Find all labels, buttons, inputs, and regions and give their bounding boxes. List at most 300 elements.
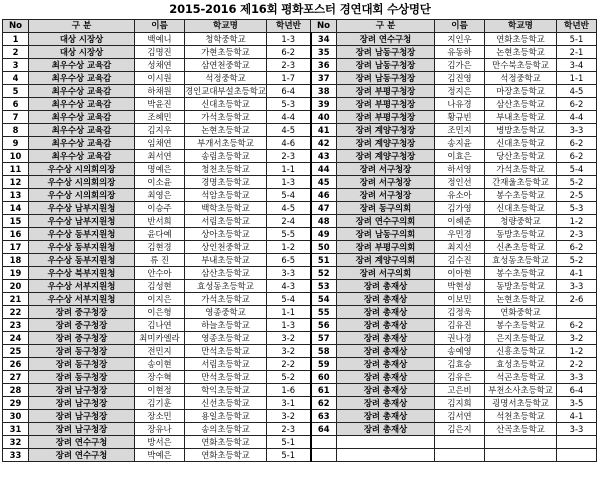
cell-school: 산곡초등학교 <box>485 423 557 436</box>
cell-grade: 1-6 <box>267 384 311 397</box>
cell-no: 47 <box>311 202 337 215</box>
cell-name: 임채연 <box>135 137 185 150</box>
cell-grade: 1-1 <box>267 163 311 176</box>
cell-name: 김현경 <box>135 241 185 254</box>
cell-no: 48 <box>311 215 337 228</box>
cell-grade: 1-3 <box>267 33 311 46</box>
cell-division: 장려 동구의회 <box>337 202 435 215</box>
cell-division: 장려 총재상 <box>337 371 435 384</box>
cell-grade: 4-4 <box>267 111 311 124</box>
cell-grade: 3-2 <box>267 332 311 345</box>
cell-division: 우수상 동부지원청 <box>29 228 135 241</box>
cell-division: 최우수상 교육감 <box>29 150 135 163</box>
cell-division: 장려 중구청장 <box>29 306 135 319</box>
cell-grade: 3-4 <box>557 59 597 72</box>
cell-grade: 6-2 <box>267 46 311 59</box>
cell-grade: 4-5 <box>557 85 597 98</box>
cell-name: 하서영 <box>435 163 485 176</box>
cell-grade: 2-2 <box>557 358 597 371</box>
cell-grade: 1-3 <box>267 176 311 189</box>
cell-division: 장려 서구청장 <box>337 163 435 176</box>
cell-no: 59 <box>311 358 337 371</box>
cell-school: 청학중학교 <box>185 33 267 46</box>
header-no: No <box>3 20 29 33</box>
cell-no: 29 <box>3 397 29 410</box>
cell-grade: 5-5 <box>267 228 311 241</box>
cell-name: 송예영 <box>435 345 485 358</box>
cell-school: 삼산초등학교 <box>485 98 557 111</box>
cell-division: 장려 총재상 <box>337 423 435 436</box>
cell-division: 최우수상 교육감 <box>29 72 135 85</box>
cell-grade: 2-2 <box>267 358 311 371</box>
cell-grade: 2-3 <box>267 150 311 163</box>
header-division: 구 분 <box>337 20 435 33</box>
cell-division: 장려 중구청장 <box>29 319 135 332</box>
cell-school: 상인천중학교 <box>185 241 267 254</box>
cell-school: 부내초등학교 <box>185 254 267 267</box>
cell-school: 영종초등학교 <box>185 332 267 345</box>
cell-division: 장려 동구청장 <box>29 345 135 358</box>
cell-division: 장려 서구청장 <box>337 189 435 202</box>
cell-school: 논현초등학교 <box>485 46 557 59</box>
cell-division: 최우수상 교육감 <box>29 98 135 111</box>
cell-name: 백예니 <box>135 33 185 46</box>
cell-no: 37 <box>311 72 337 85</box>
cell-name: 송이현 <box>135 358 185 371</box>
cell-school: 부내초등학교 <box>485 111 557 124</box>
cell-name: 조민지 <box>435 124 485 137</box>
cell-no: 14 <box>3 202 29 215</box>
cell-division: 장려 연수구청 <box>29 436 135 449</box>
cell-no: 58 <box>311 345 337 358</box>
cell-school: 동방초등학교 <box>485 228 557 241</box>
cell-school: 봉수초등학교 <box>485 267 557 280</box>
cell-grade: 4-1 <box>557 267 597 280</box>
cell-grade: 4-5 <box>267 202 311 215</box>
header-division: 구 분 <box>29 20 135 33</box>
cell-division: 장려 연수구청 <box>29 449 135 462</box>
cell-grade: 3-3 <box>557 124 597 137</box>
cell-division: 우수상 동부지원청 <box>29 254 135 267</box>
cell-no: 35 <box>311 46 337 59</box>
cell-name: 권나경 <box>435 332 485 345</box>
table-row <box>3 163 597 176</box>
cell-name: 김수진 <box>435 254 485 267</box>
cell-grade: 6-5 <box>267 254 311 267</box>
cell-division: 우수상 남부지원청 <box>29 202 135 215</box>
cell-no: 13 <box>3 189 29 202</box>
cell-school: 만석초등학교 <box>185 345 267 358</box>
cell-division: 장려 총재상 <box>337 397 435 410</box>
cell-school: 하늘초등학교 <box>185 319 267 332</box>
cell-grade: 2-6 <box>557 293 597 306</box>
cell-school: 신대초등학교 <box>185 98 267 111</box>
cell-grade: 5-1 <box>267 436 311 449</box>
table-row <box>3 293 597 306</box>
cell-school: 만수북초등학교 <box>485 59 557 72</box>
cell-name: 지인우 <box>435 33 485 46</box>
table-row <box>3 397 597 410</box>
cell-name: 이보민 <box>435 293 485 306</box>
cell-grade: 3-3 <box>267 267 311 280</box>
cell-division: 장려 남동구의회 <box>337 228 435 241</box>
table-body <box>3 33 597 462</box>
cell-name: 전민지 <box>135 345 185 358</box>
cell-division: 장려 남구청장 <box>29 384 135 397</box>
cell-division: 장려 총재상 <box>337 410 435 423</box>
cell-name: 이아현 <box>435 267 485 280</box>
cell-grade: 2-3 <box>267 59 311 72</box>
cell-grade: 4-6 <box>267 137 311 150</box>
cell-school: 석정중학교 <box>485 72 557 85</box>
cell-school: 서림초등학교 <box>185 358 267 371</box>
table-row <box>3 384 597 397</box>
cell-name: 윤다예 <box>135 228 185 241</box>
cell-name: 우민경 <box>435 228 485 241</box>
cell-grade: 5-4 <box>267 293 311 306</box>
cell-grade: 3-2 <box>267 345 311 358</box>
cell-no: 39 <box>311 98 337 111</box>
cell-name <box>435 449 485 462</box>
cell-school: 신흥초등학교 <box>485 345 557 358</box>
cell-school: 논현초등학교 <box>185 124 267 137</box>
cell-grade: 5-2 <box>557 254 597 267</box>
cell-no: 34 <box>311 33 337 46</box>
cell-division: 장려 남동구청장 <box>337 59 435 72</box>
cell-school: 연화초등학교 <box>185 436 267 449</box>
cell-grade: 1-1 <box>267 306 311 319</box>
cell-name: 김유진 <box>435 319 485 332</box>
cell-school: 석암초등학교 <box>185 189 267 202</box>
cell-no: 54 <box>311 293 337 306</box>
table-row <box>3 436 597 449</box>
cell-school <box>485 449 557 462</box>
table-row <box>3 176 597 189</box>
cell-division: 장려 총재상 <box>337 293 435 306</box>
cell-no: 15 <box>3 215 29 228</box>
cell-name <box>435 436 485 449</box>
cell-school: 연화초등학교 <box>485 33 557 46</box>
cell-division: 장려 총재상 <box>337 306 435 319</box>
cell-name: 고은비 <box>435 384 485 397</box>
cell-no: 51 <box>311 254 337 267</box>
cell-school: 상아초등학교 <box>185 228 267 241</box>
cell-school: 신촌초등학교 <box>485 241 557 254</box>
cell-school: 만석초등학교 <box>185 371 267 384</box>
cell-grade: 6-2 <box>557 137 597 150</box>
cell-name: 장수혁 <box>135 371 185 384</box>
cell-school: 송의초등학교 <box>185 423 267 436</box>
cell-no: 17 <box>3 241 29 254</box>
cell-name: 최영은 <box>135 189 185 202</box>
cell-no: 18 <box>3 254 29 267</box>
cell-division: 우수상 북부지원청 <box>29 267 135 280</box>
cell-school: 부천소사초등학교 <box>485 384 557 397</box>
cell-name: 이효은 <box>435 150 485 163</box>
cell-name: 장유나 <box>135 423 185 436</box>
cell-no: 26 <box>3 358 29 371</box>
cell-name: 박현성 <box>435 280 485 293</box>
cell-division <box>337 449 435 462</box>
cell-school: 가석초등학교 <box>485 163 557 176</box>
cell-name: 최서연 <box>135 150 185 163</box>
cell-school: 연화중학교 <box>485 306 557 319</box>
cell-no: 61 <box>311 384 337 397</box>
cell-school: 효성초등학교 <box>485 358 557 371</box>
table-row <box>3 137 597 150</box>
cell-division: 대상 시장상 <box>29 46 135 59</box>
cell-division: 우수상 서부지원청 <box>29 280 135 293</box>
cell-name: 유소아 <box>435 189 485 202</box>
cell-grade <box>557 306 597 319</box>
table-row <box>3 267 597 280</box>
cell-division: 장려 총재상 <box>337 280 435 293</box>
cell-division: 장려 남구청장 <box>29 397 135 410</box>
cell-school: 경명초등학교 <box>185 176 267 189</box>
cell-division <box>337 436 435 449</box>
cell-name: 장소민 <box>135 410 185 423</box>
cell-grade: 5-1 <box>557 33 597 46</box>
cell-school: 청천초등학교 <box>185 163 267 176</box>
cell-school: 굉명서초등학교 <box>485 397 557 410</box>
table-row <box>3 150 597 163</box>
cell-name: 류 진 <box>135 254 185 267</box>
cell-division: 최우수상 교육감 <box>29 124 135 137</box>
cell-division: 장려 부평구청장 <box>337 111 435 124</box>
cell-grade: 3-3 <box>557 280 597 293</box>
table-row <box>3 254 597 267</box>
cell-grade: 2-5 <box>557 189 597 202</box>
cell-division: 우수상 시의회의장 <box>29 176 135 189</box>
cell-division: 장려 계양구청장 <box>337 137 435 150</box>
cell-no: 38 <box>311 85 337 98</box>
cell-no: 19 <box>3 267 29 280</box>
cell-no: 42 <box>311 137 337 150</box>
cell-name: 김은지 <box>435 423 485 436</box>
cell-division: 우수상 시의회의장 <box>29 189 135 202</box>
cell-school: 가석초등학교 <box>185 111 267 124</box>
cell-name: 김효승 <box>435 358 485 371</box>
table-row <box>3 189 597 202</box>
header-school: 학교명 <box>485 20 557 33</box>
cell-division: 장려 남동구청장 <box>337 72 435 85</box>
cell-school: 신대초등학교 <box>485 202 557 215</box>
cell-name: 이혜준 <box>435 215 485 228</box>
table-row <box>3 358 597 371</box>
cell-school <box>485 436 557 449</box>
cell-grade: 5-1 <box>267 449 311 462</box>
cell-grade: 1-1 <box>557 72 597 85</box>
cell-school: 청량중학교 <box>485 215 557 228</box>
cell-no: 21 <box>3 293 29 306</box>
cell-no: 7 <box>3 111 29 124</box>
cell-grade <box>557 436 597 449</box>
cell-name: 이승주 <box>135 202 185 215</box>
page-title: 2015-2016 제16회 평화포스터 경연대회 수상명단 <box>169 2 431 16</box>
cell-name: 방서은 <box>135 436 185 449</box>
cell-no: 44 <box>311 163 337 176</box>
cell-school: 부개서초등학교 <box>185 137 267 150</box>
cell-name: 김진영 <box>435 72 485 85</box>
cell-grade: 3-2 <box>557 332 597 345</box>
cell-no: 4 <box>3 72 29 85</box>
cell-school: 봉수초등학교 <box>485 189 557 202</box>
cell-school: 학익초등학교 <box>185 384 267 397</box>
cell-no: 49 <box>311 228 337 241</box>
cell-no: 41 <box>311 124 337 137</box>
cell-school: 신대초등학교 <box>485 137 557 150</box>
cell-no: 16 <box>3 228 29 241</box>
cell-school: 석곤초등학교 <box>485 371 557 384</box>
cell-grade: 4-5 <box>267 124 311 137</box>
cell-name: 명예은 <box>135 163 185 176</box>
cell-school: 신선초등학교 <box>185 397 267 410</box>
table-row <box>3 449 597 462</box>
cell-name: 김정욱 <box>435 306 485 319</box>
cell-no: 50 <box>311 241 337 254</box>
cell-no: 62 <box>311 397 337 410</box>
cell-name: 유동하 <box>435 46 485 59</box>
cell-no: 12 <box>3 176 29 189</box>
cell-name: 이지은 <box>135 293 185 306</box>
cell-division: 우수상 시의회의장 <box>29 163 135 176</box>
cell-no: 3 <box>3 59 29 72</box>
cell-school: 석천초등학교 <box>485 410 557 423</box>
table-row <box>3 33 597 46</box>
cell-name: 최지선 <box>435 241 485 254</box>
cell-name: 이소윤 <box>135 176 185 189</box>
cell-name: 박윤진 <box>135 98 185 111</box>
cell-division: 우수상 동부지원청 <box>29 241 135 254</box>
cell-division: 장려 부평구청장 <box>337 85 435 98</box>
cell-grade: 2-3 <box>557 228 597 241</box>
cell-name: 반서희 <box>135 215 185 228</box>
cell-school: 용일초등학교 <box>185 410 267 423</box>
table-row <box>3 371 597 384</box>
cell-school: 효성동초등학교 <box>185 280 267 293</box>
cell-division: 장려 총재상 <box>337 332 435 345</box>
cell-school: 봉수초등학교 <box>485 319 557 332</box>
cell-division: 장려 총재상 <box>337 319 435 332</box>
cell-grade: 2-3 <box>267 423 311 436</box>
cell-division: 장려 남동구청장 <box>337 46 435 59</box>
cell-division: 장려 총재상 <box>337 345 435 358</box>
cell-division: 장려 계양구청장 <box>337 150 435 163</box>
cell-grade: 6-2 <box>557 98 597 111</box>
cell-no: 1 <box>3 33 29 46</box>
cell-grade: 5-2 <box>557 176 597 189</box>
cell-name: 김기훈 <box>135 397 185 410</box>
cell-division: 장려 남구청장 <box>29 423 135 436</box>
header-name: 이름 <box>135 20 185 33</box>
cell-name: 박예은 <box>135 449 185 462</box>
cell-school: 경인교대부설초등학교 <box>185 86 266 96</box>
cell-division: 대상 시장상 <box>29 33 135 46</box>
table-row <box>3 215 597 228</box>
table-row <box>3 98 597 111</box>
cell-school: 효성동초등학교 <box>485 254 557 267</box>
cell-division: 장려 계양구의회 <box>337 254 435 267</box>
cell-no: 64 <box>311 423 337 436</box>
cell-name: 송지윤 <box>435 137 485 150</box>
cell-no <box>311 449 337 462</box>
cell-no: 27 <box>3 371 29 384</box>
cell-no: 28 <box>3 384 29 397</box>
table-row <box>3 111 597 124</box>
cell-name: 안수아 <box>135 267 185 280</box>
cell-division: 최우수상 교육감 <box>29 59 135 72</box>
cell-school: 가현초등학교 <box>185 46 267 59</box>
cell-no: 20 <box>3 280 29 293</box>
cell-no: 56 <box>311 319 337 332</box>
cell-name: 김유은 <box>435 371 485 384</box>
cell-division: 장려 동구청장 <box>29 358 135 371</box>
header-grade: 학년반 <box>557 20 597 33</box>
cell-name: 나유경 <box>435 98 485 111</box>
cell-name: 이시원 <box>135 72 185 85</box>
cell-school: 삼연천중학교 <box>185 59 267 72</box>
cell-name: 김지희 <box>435 397 485 410</box>
cell-grade: 1-7 <box>267 72 311 85</box>
table-row <box>3 423 597 436</box>
header-grade: 학년반 <box>267 20 311 33</box>
cell-division: 장려 연수구의회 <box>337 215 435 228</box>
table-row <box>3 202 597 215</box>
cell-name: 황규빈 <box>435 111 485 124</box>
table-header-row <box>3 20 597 33</box>
cell-no: 63 <box>311 410 337 423</box>
cell-division: 우수상 남부지원청 <box>29 215 135 228</box>
cell-no: 55 <box>311 306 337 319</box>
cell-name: 조혜민 <box>135 111 185 124</box>
cell-no: 23 <box>3 319 29 332</box>
cell-school: 영종중학교 <box>185 306 267 319</box>
cell-name: 김명진 <box>135 46 185 59</box>
table-row <box>3 345 597 358</box>
cell-grade: 6-4 <box>557 384 597 397</box>
header-name: 이름 <box>435 20 485 33</box>
cell-school: 백학초등학교 <box>185 202 267 215</box>
cell-no: 6 <box>3 98 29 111</box>
cell-no: 25 <box>3 345 29 358</box>
table-row <box>3 306 597 319</box>
cell-division: 장려 동구청장 <box>29 371 135 384</box>
cell-division: 장려 부평구의회 <box>337 241 435 254</box>
cell-grade: 6-4 <box>267 85 311 98</box>
cell-division: 장려 남구청장 <box>29 410 135 423</box>
cell-school: 당산초등학교 <box>485 150 557 163</box>
cell-division: 장려 계양구청장 <box>337 124 435 137</box>
cell-school: 은지초등학교 <box>485 332 557 345</box>
cell-name: 정지은 <box>435 85 485 98</box>
cell-division: 우수상 서부지원청 <box>29 293 135 306</box>
cell-name: 이현정 <box>135 384 185 397</box>
table-row <box>3 124 597 137</box>
cell-division: 장려 연수구청 <box>337 33 435 46</box>
cell-grade: 5-3 <box>557 202 597 215</box>
cell-grade: 5-4 <box>557 163 597 176</box>
cell-no: 57 <box>311 332 337 345</box>
cell-no: 24 <box>3 332 29 345</box>
cell-no: 43 <box>311 150 337 163</box>
table-row <box>3 241 597 254</box>
cell-grade: 6-2 <box>557 150 597 163</box>
header-school: 학교명 <box>185 20 267 33</box>
cell-name: 성채연 <box>135 59 185 72</box>
cell-grade: 6-2 <box>557 319 597 332</box>
cell-no: 5 <box>3 85 29 98</box>
cell-school: 가석초등학교 <box>185 293 267 306</box>
